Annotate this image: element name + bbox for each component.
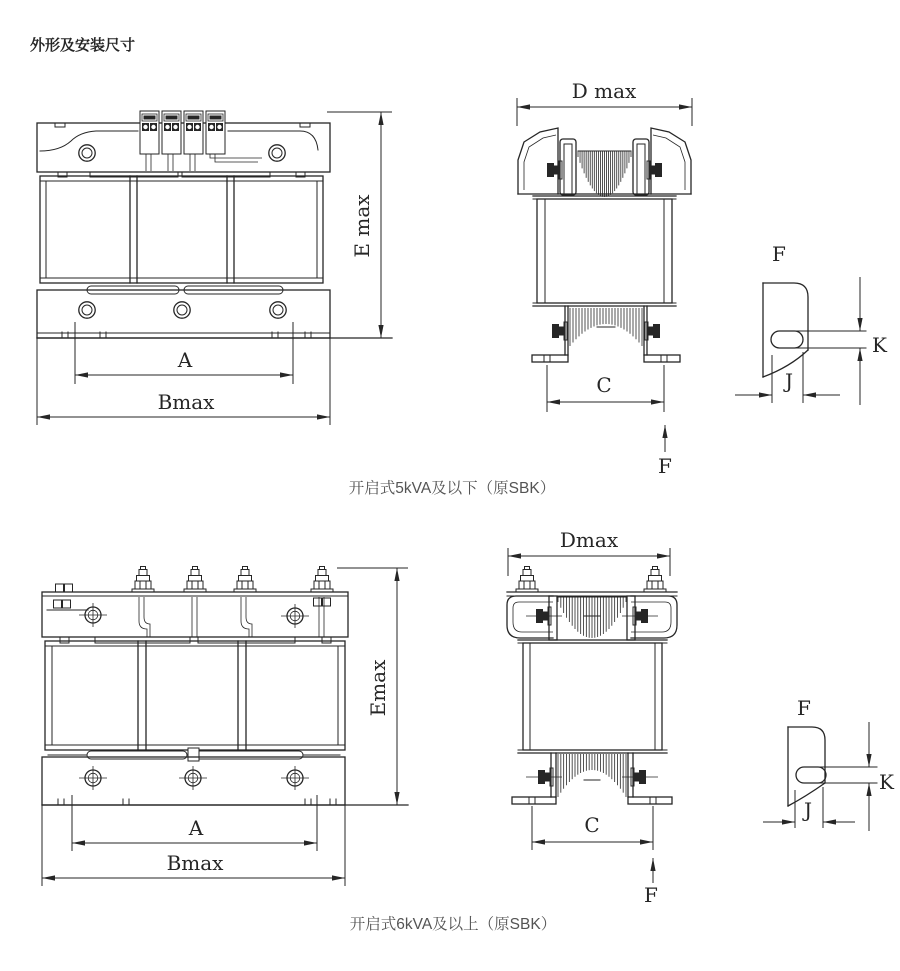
dim-label-a: A [177, 348, 193, 372]
dim-label-j: J [784, 369, 794, 393]
detail-label-f: F [772, 242, 786, 266]
dim-label-c: C [596, 373, 612, 397]
dim-label-j: J [803, 798, 813, 822]
detail-label-f: F [797, 696, 811, 720]
dim-label-bmax: Bmax [157, 390, 215, 414]
figure-2-caption: 开启式6kVA及以上（原SBK） [349, 916, 557, 933]
page-title: 外形及安装尺寸 [30, 37, 136, 54]
view-arrow-label-f: F [644, 883, 658, 907]
dim-label-a: A [188, 816, 204, 840]
dim-label-c: C [584, 813, 600, 837]
dim-label-emax: E max [350, 194, 374, 258]
dim-label-emax: Emax [366, 659, 390, 717]
dim-label-dmax: Dmax [559, 528, 619, 552]
view-arrow-label-f: F [658, 454, 672, 478]
dim-label-k: K [879, 770, 894, 794]
dim-label-dmax: D max [571, 79, 637, 103]
dim-label-k: K [872, 333, 887, 357]
dim-label-bmax: Bmax [166, 851, 224, 875]
figure-1-caption: 开启式5kVA及以下（原SBK） [348, 480, 556, 497]
